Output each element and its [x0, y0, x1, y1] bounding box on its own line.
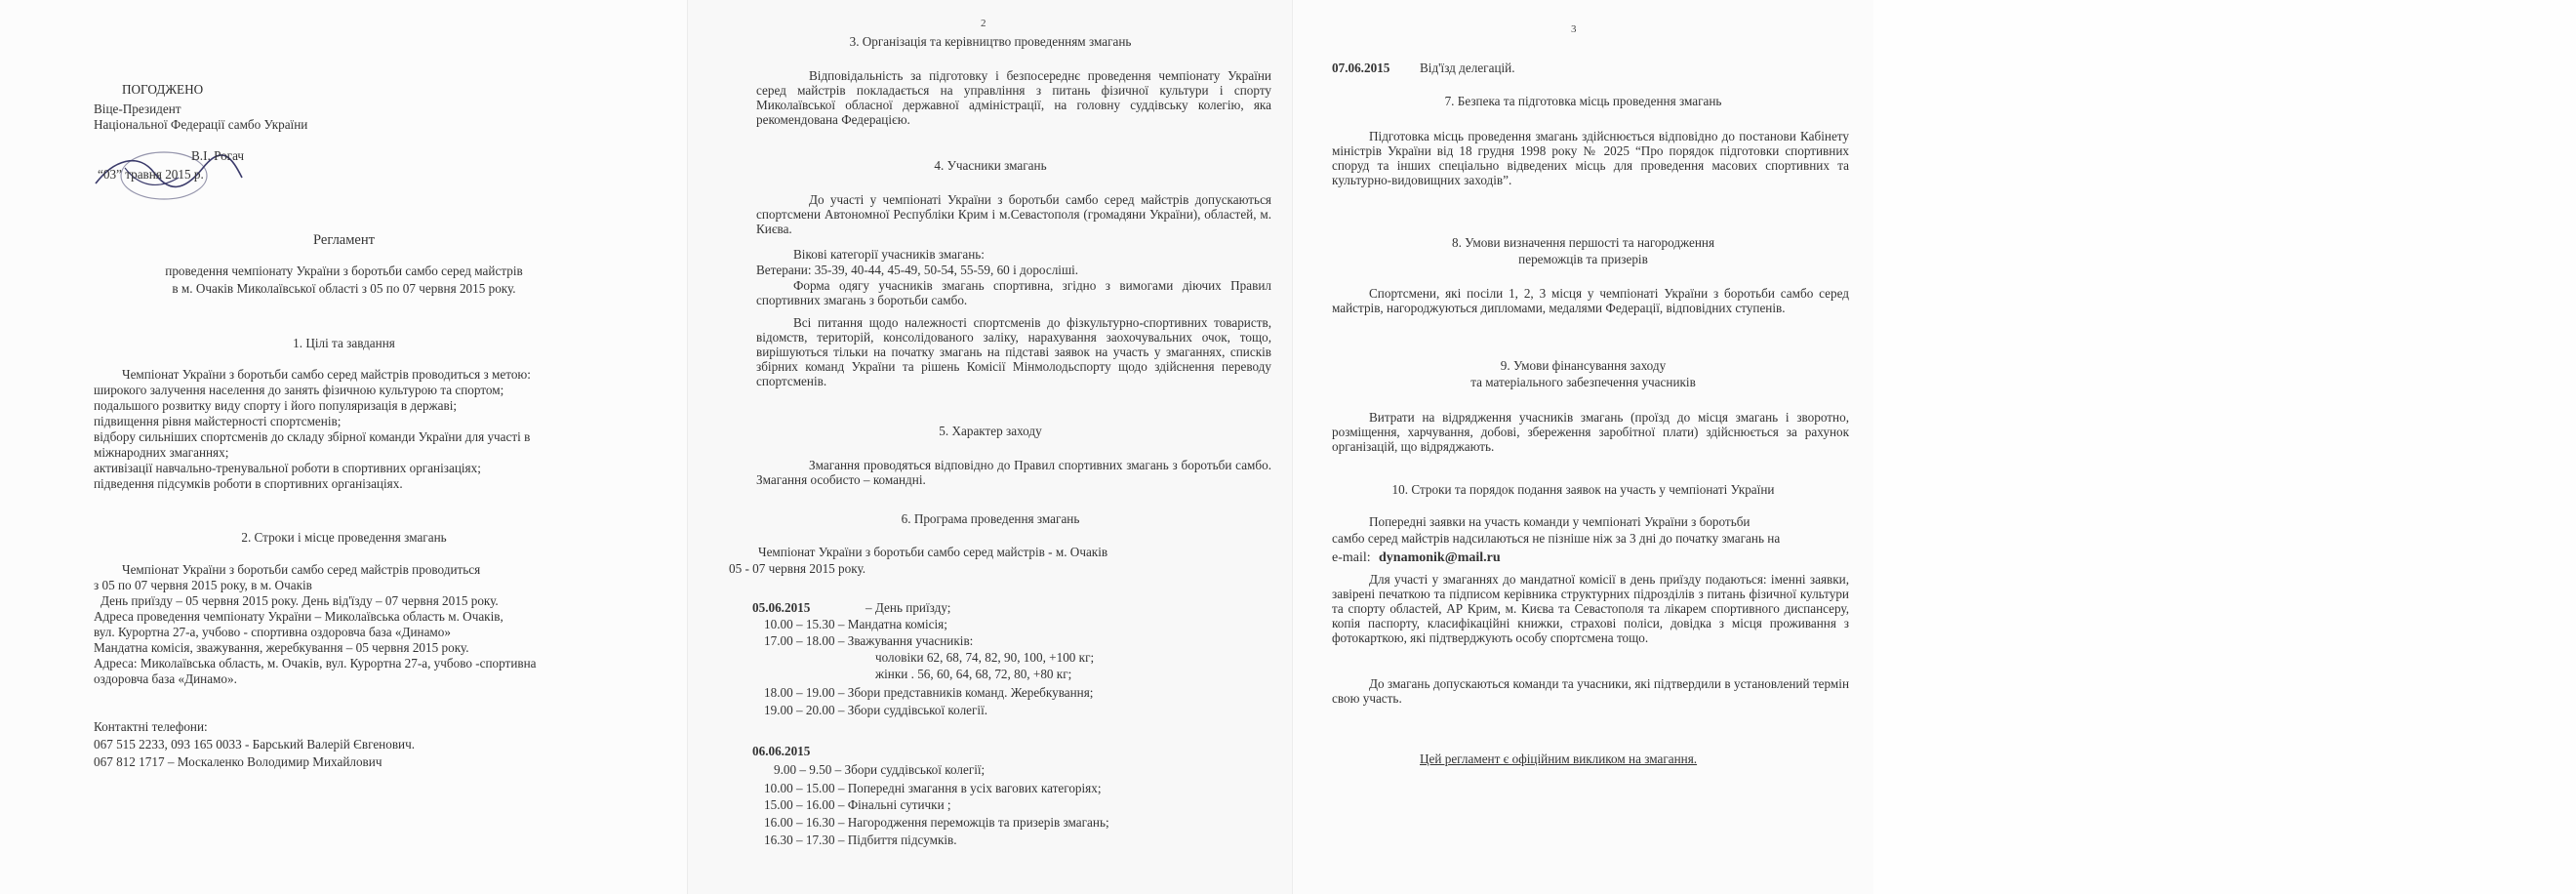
document-subtitle-2: в м. Очаків Миколаївської області з 05 по 07 червня 2015 року.	[172, 281, 516, 296]
program-intro-2: 05 - 07 червня 2015 року.	[729, 561, 866, 576]
section-8-subheading: переможців та призерів	[1518, 252, 1648, 266]
uniform-text: Форма одягу учасників змагань спортивна, згідно з вимогами діючих Правил спортивних змагань з боротьби самбо.	[756, 278, 1271, 307]
document-title: Регламент	[313, 232, 375, 248]
section-2-heading: 2. Строки і місце проведення змагань	[241, 530, 447, 545]
contact-line: 067 812 1717 – Москаленко Володимир Михайлович	[94, 754, 382, 769]
footer-note: Цей регламент є офіційним викликом на змагання.	[1420, 752, 1698, 766]
section-9-subheading: та матеріального забезпечення учасників	[1470, 375, 1696, 389]
schedule-item: 15.00 – 16.00 – Фінальні сутички ;	[764, 797, 951, 812]
s2-line: Адреса: Миколаївська область, м. Очаків, вул. Курортна 27-а, учбово -спортивна	[94, 656, 537, 670]
approval-heading: ПОГОДЖЕНО	[122, 82, 204, 97]
section-10-line: самбо серед майстрів надсилаються не пізніше ніж за 3 дні до початку змагань на	[1332, 531, 1781, 546]
contact-line: 067 515 2233, 093 165 0033 - Барський Валерій Євгенович.	[94, 737, 416, 752]
page-number: 2	[981, 18, 986, 29]
s2-line: Мандатна комісія, зважування, жеребкування – 05 червня 2015 року.	[94, 640, 469, 655]
section-3-text: Відповідальність за підготовку і безпосереднє проведення чемпіонату України серед майстрів покладається на управління з питань фізичної культури і спорту Миколаївської обласної державної адміністрації, на головну суддівську колегію, яка рекомендована Федерацією.	[756, 68, 1271, 127]
schedule-item: 10.00 – 15.30 – Мандатна комісія;	[764, 617, 947, 631]
schedule-item: 16.00 – 16.30 – Нагородження переможців та призерів змагань;	[764, 815, 1109, 830]
age-categories-label: Вікові категорії учасників змагань:	[793, 247, 985, 262]
section-6-heading: 6. Програма проведення змагань	[901, 511, 1080, 526]
approval-date: “03” травня 2015 р.	[98, 167, 204, 182]
section-9-heading: 9. Умови фінансування заходу	[1500, 358, 1667, 373]
section-5-text: Змагання проводяться відповідно до Правил спортивних змагань з боротьби самбо. Змагання особисто – командні.	[756, 458, 1271, 487]
section-8-heading: 8. Умови визначення першості та нагородження	[1451, 235, 1715, 250]
section-7-text: Підготовка місць проведення змагань здійснюється відповідно до постанови Кабінету міністрів України від 18 грудня 1998 року № 2025 “Про порядок підготовки спортивних споруд та інших спеціально відведених місць для проведення масових спортивних та культурно-видовищних заходів”.	[1332, 129, 1849, 187]
email-label: e-mail:	[1332, 550, 1371, 565]
document-page-3	[1293, 0, 1873, 894]
program-intro-1: Чемпіонат України з боротьби самбо серед майстрів - м. Очаків	[758, 545, 1108, 559]
section-1-heading: 1. Цілі та завдання	[293, 336, 395, 350]
schedule-item: чоловіки 62, 68, 74, 82, 90, 100, +100 кг;	[875, 650, 1095, 665]
contacts-heading: Контактні телефони:	[94, 719, 208, 734]
age-categories-values: Ветерани: 35-39, 40-44, 45-49, 50-54, 55-59, 60 і доросліші.	[756, 263, 1079, 277]
s2-line: з 05 по 07 червня 2015 року, в м. Очаків	[94, 578, 312, 592]
eligibility-text: Всі питання щодо належності спортсменів до фізкультурно-спортивних товариств, відомств, територій, консолідованого заліку, нарахування заохочувальних очок, тощо, вирішуються тільки на початку змагань на підставі заявок на участь у змаганнях, списків збірних команд України та рішень Комісії Мінмолодьспорту щодо здійснення переводу спортсменів.	[756, 315, 1271, 388]
document-page-2	[688, 0, 1293, 894]
section-7-heading: 7. Безпека та підготовка місць проведення змагань	[1444, 94, 1722, 108]
section-10-admission: До змагань допускаються команди та учасники, які підтвердили в установлений термін свою участь.	[1332, 676, 1849, 706]
document-subtitle-1: проведення чемпіонату України з боротьби самбо серед майстрів	[165, 264, 523, 278]
s1-line: підвищення рівня майстерності спортсменів;	[94, 414, 342, 428]
blank-area	[1873, 0, 2576, 894]
s1-line: Чемпіонат України з боротьби самбо серед майстрів проводиться з метою:	[122, 367, 531, 382]
departure-date: 07.06.2015	[1332, 61, 1390, 75]
schedule-item: 10.00 – 15.00 – Попередні змагання в усіх вагових категоріях;	[764, 781, 1102, 795]
schedule-item: 16.30 – 17.30 – Підбиття підсумків.	[764, 833, 957, 847]
s1-line: міжнародних змаганнях;	[94, 445, 229, 460]
day-1-date: 05.06.2015	[752, 600, 811, 615]
s2-line: вул. Курортна 27-а, учбово - спортивна оздоровча база «Динамо»	[94, 625, 451, 639]
section-4-heading: 4. Учасники змагань	[934, 158, 1047, 173]
s2-line: Адреса проведення чемпіонату України – Миколаївська область м. Очаків,	[94, 609, 503, 624]
day-2-date: 06.06.2015	[752, 744, 811, 758]
departure-text: Від'їзд делегацій.	[1420, 61, 1515, 75]
schedule-item: 18.00 – 19.00 – Збори представників команд. Жеребкування;	[764, 685, 1094, 700]
schedule-item: – День приїзду;	[865, 600, 951, 615]
section-10-line: Попередні заявки на участь команди у чемпіонаті України з боротьби	[1369, 514, 1751, 529]
section-10-requirements: Для участі у змаганнях до мандатної комісії в день приїзду подаються: іменні заявки, завірені печаткою та підписом керівника структурних підрозділів з питань фізичної культури та спорту областей, АР Крим, м. Києва та Севастополя та лікарем спортивного диспансеру, копія паспорту, класифікаційні книжки, страхові поліси, довідка з місця проживання з фотокарткою, які підтверджують особу спортсмена тощо.	[1332, 572, 1849, 645]
section-5-heading: 5. Характер заходу	[939, 424, 1042, 438]
s2-line: Чемпіонат України з боротьби самбо серед майстрів проводиться	[122, 562, 481, 577]
section-9-text: Витрати на відрядження учасників змагань (проїзд до місця змагань і зворотно, розміщення, харчування, добові, збереження заробітної плати) здійснюється за рахунок організацій, що відряджають.	[1332, 410, 1849, 454]
signer-name: В.І. Рогач	[191, 148, 245, 163]
section-8-text: Спортсмени, які посіли 1, 2, 3 місця у чемпіонаті України з боротьби самбо серед майстрів, нагороджуються дипломами, медалями Федерації, відповідних ступенів.	[1332, 286, 1849, 315]
vice-president-label: Віце-Президент	[94, 102, 181, 116]
schedule-item: 9.00 – 9.50 – Збори суддівської колегії;	[774, 762, 986, 777]
section-3-heading: 3. Організація та керівництво проведенням змагань	[849, 34, 1132, 49]
schedule-item: жінки . 56, 60, 64, 68, 72, 80, +80 кг;	[875, 667, 1072, 681]
page-number: 3	[1571, 23, 1577, 35]
schedule-item: 17.00 – 18.00 – Зважування учасників:	[764, 633, 974, 648]
s2-line: оздоровча база «Динамо».	[94, 671, 237, 686]
s2-line: День приїзду – 05 червня 2015 року. День від'їзду – 07 червня 2015 року.	[101, 593, 499, 608]
s1-line: активізації навчально-тренувальної роботи в спортивних організаціях;	[94, 461, 481, 475]
section-4-text: До участі у чемпіонаті України з боротьби самбо серед майстрів допускаються спортсмени Автономної Республіки Крим і м.Севастополя (громадяни України), областей, м. Києва.	[756, 192, 1271, 236]
email-link[interactable]: dynamonik@mail.ru	[1379, 550, 1501, 565]
s1-line: подальшого розвитку виду спорту і його популяризація в державі;	[94, 398, 458, 413]
federation-label: Національної Федерації самбо України	[94, 117, 308, 132]
document-page-1	[0, 0, 688, 894]
section-10-heading: 10. Строки та порядок подання заявок на участь у чемпіонаті України	[1391, 482, 1775, 497]
schedule-item: 19.00 – 20.00 – Збори суддівської колегії.	[764, 703, 988, 717]
s1-line: широкого залучення населення до занять фізичною культурою та спортом;	[94, 383, 504, 397]
s1-line: відбору сильніших спортсменів до складу збірної команди України для участі в	[94, 429, 531, 444]
s1-line: підведення підсумків роботи в спортивних організаціях.	[94, 476, 403, 491]
